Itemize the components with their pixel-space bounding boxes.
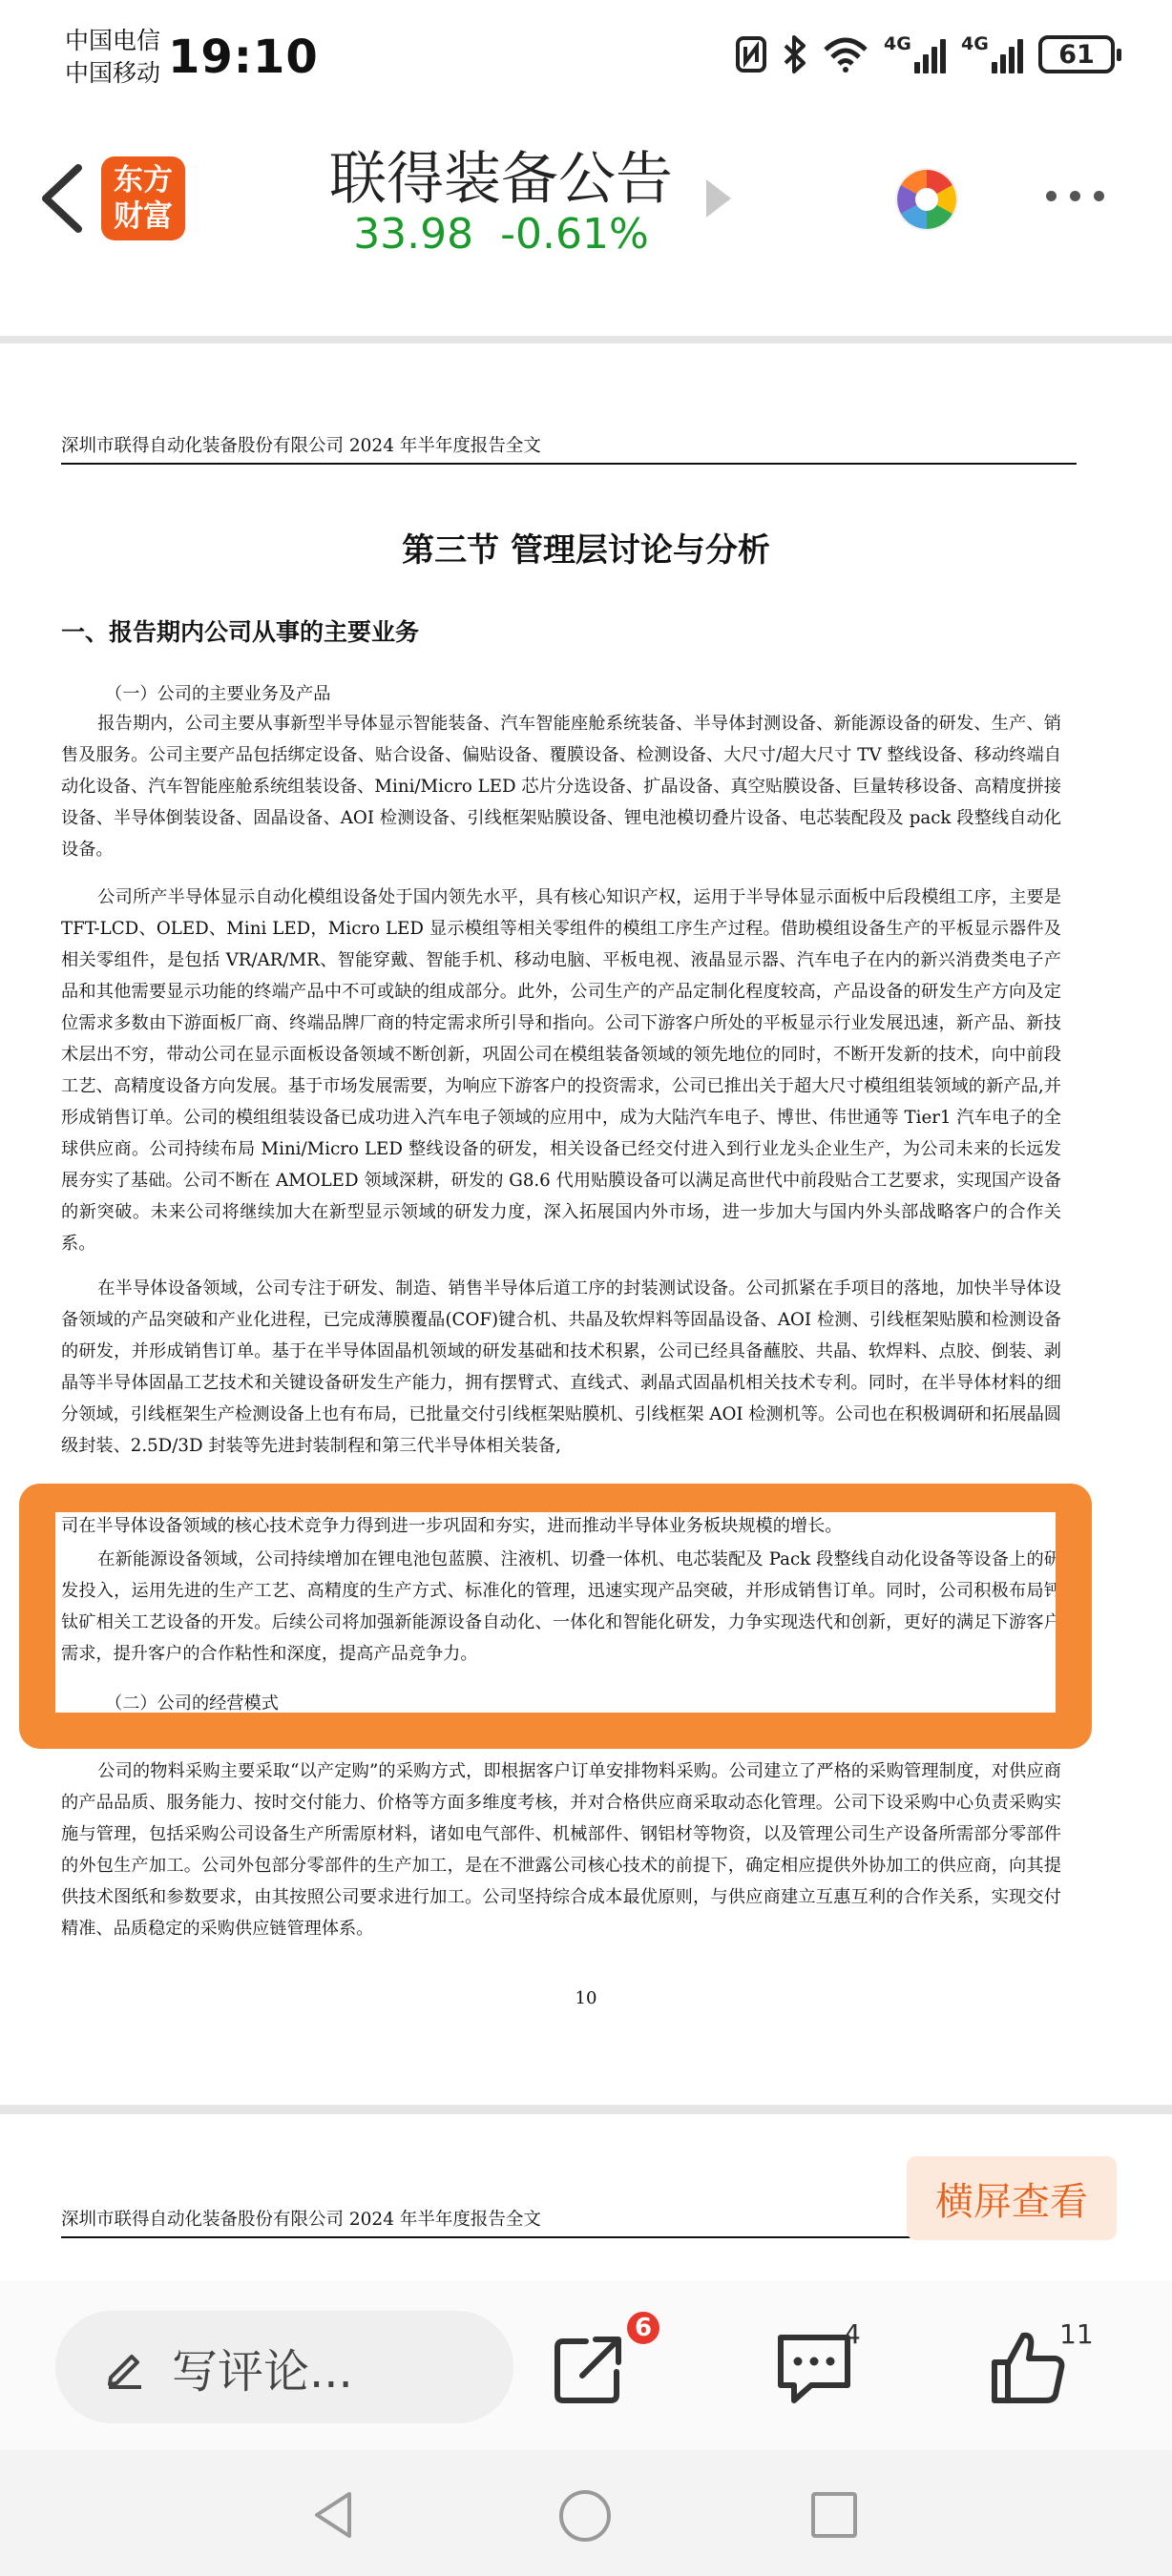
status-icons <box>735 34 1115 74</box>
more-icon[interactable] <box>1046 191 1104 201</box>
wifi-icon <box>823 36 869 73</box>
next-page-running-header: 深圳市联得自动化装备股份有限公司 2024 年半年度报告全文 <box>61 2206 1077 2238</box>
stock-quote <box>277 210 725 259</box>
paragraph-semiconductor: 在半导体设备领域，公司专注于研发、制造、销售半导体后道工序的封装测试设备。公司抓紧在手项目的落地，加快半导体设备领域的产品突破和产业化进程，已完成薄膜覆晶(COF)键合机、共晶及软焊料等固晶设备、AOI 检测、引线框架贴膜和检测设备的研发，并形成销售订单。基于在半导体固晶机领域的研发基础和技术积累，公司已经具备蘸胶、共晶、软焊料、点胶、倒装、剥晶等半导体固晶工艺技术和关键设备研发生产能力，拥有摆臂式、直线式、剥晶式固晶机相关技术专利。同时，在半导体材料的细分领域，引线框架生产检测设备上也有布局，已批量交付引线框架贴膜机、引线框架 AOI 检测机等。公司也在积极调研和拓展晶圆级封装、2.5D/3D 封装等先进封装制程和第三代半导体相关装备, <box>61 1278 1061 1456</box>
subheading-business-model: （二）公司的经营模式 <box>105 1693 279 1714</box>
aperture-icon[interactable] <box>893 166 960 233</box>
signal-1 <box>884 35 946 73</box>
signal-2 <box>961 35 1023 73</box>
system-nav-bar <box>0 2450 1172 2576</box>
heading-main-business: 一、报告期内公司从事的主要业务 <box>61 618 420 646</box>
back-icon[interactable] <box>29 160 95 237</box>
status-bar <box>0 0 1172 114</box>
play-icon[interactable] <box>706 179 731 218</box>
nav-recents-icon[interactable] <box>809 2490 859 2540</box>
paragraph-semiconductor-cont: 司在半导体设备领域的核心技术竞争力得到进一步巩固和夯实，进而推动半导体业务板块规模的增长。 <box>61 1516 843 1536</box>
page-title: 联得装备公告 <box>329 146 673 213</box>
bluetooth-icon <box>783 34 807 74</box>
comment-placeholder: 写评论... <box>172 2344 353 2399</box>
paragraph-display: 公司所产半导体显示自动化模组设备处于国内领先水平，具有核心知识产权，运用于半导体显示面板中后段模组工序，主要是 TFT-LCD、OLED、Mini LED，Micro LED 显示模组等相关零组件的模组工序生产过程。借助模组设备生产的平板显示器件及相关零组件，是包括 VR/AR/MR、智能穿戴、智能手机、移动电脑、平板电视、液晶显示器、汽车电子在内的新兴消费类电子产品和其他需要显示功能的终端产品中不可或缺的组成部分。此外，公司生产的产品定制化程度较高，产品设备的研发生产方向及定位需求多数由下游面板厂商、终端品牌厂商的特定需求所引导和指向。公司下游客户所处的平板显示行业发展迅速，新产品、新技术层出不穷，带动公司在显示面板设备领域不断创新，巩固公司在模组装备领域的领先地位的同时，不断开发新的技术，向中前段工艺、高精度设备方向发展。基于市场发展需要，为响应下游客户的投资需求，公司已推出关于超大尺寸模组组装领域的新产品,并形成销售订单。公司的模组组装设备已成功进入汽车电子领域的应用中，成为大陆汽车电子、博世、伟世通等 Tier1 汽车电子的全球供应商。公司持续布局 Mini/Micro LED 整线设备的研发，相关设备已经交付进入到行业龙头企业生产，为公司未来的长远发展夯实了基础。公司不断在 AMOLED 领域深耕，研发的 G8.6 代用贴膜设备可以满足高世代中前段贴合工艺要求，实现国产设备的新突破。未来公司将继续加大在新型显示领域的研发力度，深入拓展国内外市场，进一步加大与国内外头部战略客户的合作关系。 <box>61 887 1061 1254</box>
share-icon[interactable] <box>548 2324 634 2410</box>
bottom-action-bar <box>0 2280 1172 2450</box>
clock: 19:10 <box>168 31 319 84</box>
carrier-1: 中国电信 <box>65 27 161 54</box>
app-logo[interactable]: 东方 财富 <box>101 156 185 240</box>
page-divider <box>0 336 1172 343</box>
battery-indicator: 61 <box>1038 35 1115 73</box>
subheading-products: （一）公司的主要业务及产品 <box>105 684 331 704</box>
network-type-1: 4G <box>884 33 911 54</box>
comment-input[interactable] <box>55 2311 513 2423</box>
section-title: 第三节 管理层讨论与分析 <box>402 531 770 570</box>
pencil-icon <box>103 2345 147 2389</box>
running-header: 深圳市联得自动化装备股份有限公司 2024 年半年度报告全文 <box>61 432 1077 465</box>
nfc-icon <box>735 35 767 73</box>
paragraph-new-energy: 在新能源设备领域，公司持续增加在锂电池包蓝膜、注液机、切叠一体机、电芯装配及 Pack 段整线自动化设备等设备上的研发投入，运用先进的生产工艺、高精度的生产方式、标准化的管理，迅速实现产品突破，并形成销售订单。同时，公司积极布局钙钛矿相关工艺设备的开发。后续公司将加强新能源设备自动化、一体化和智能化研发，力争实现迭代和创新，更好的满足下游客户需求，提升客户的合作粘性和深度，提高产品竞争力。 <box>61 1549 1061 1664</box>
highlight-box <box>19 1484 1092 1749</box>
paragraph-overview: 报告期内，公司主要从事新型半导体显示智能装备、汽车智能座舱系统装备、半导体封测设备、新能源设备的研发、生产、销售及服务。公司主要产品包括绑定设备、贴合设备、偏贴设备、覆膜设备、检测设备、大尺寸/超大尺寸 TV 整线设备、移动终端自动化设备、汽车智能座舱系统组装设备、Mini/Micro LED 芯片分选设备、扩晶设备、真空贴膜设备、巨量转移设备、高精度拼接设备、半导体倒装设备、固晶设备、AOI 检测设备、引线框架贴膜设备、锂电池模切叠片设备、电芯装配段及 pack 段整线自动化设备。 <box>61 714 1061 860</box>
app-header <box>0 114 1172 286</box>
stock-change: -0.61% <box>500 210 649 259</box>
comment-count: 4 <box>844 2318 861 2350</box>
share-badge: 6 <box>624 2309 662 2347</box>
page-number: 10 <box>575 1988 597 2008</box>
page-divider <box>0 2105 1172 2114</box>
stock-price: 33.98 <box>353 210 474 259</box>
like-count: 11 <box>1059 2318 1094 2350</box>
carrier-2: 中国移动 <box>65 59 161 87</box>
landscape-view-button[interactable]: 横屏查看 <box>907 2156 1117 2240</box>
nav-back-icon[interactable] <box>307 2488 361 2542</box>
nav-home-icon[interactable] <box>557 2488 613 2544</box>
paragraph-procurement: 公司的物料采购主要采取“以产定购”的采购方式，即根据客户订单安排物料采购。公司建立了严格的采购管理制度，对供应商的产品品质、服务能力、按时交付能力、价格等方面多维度考核，并对合格供应商采取动态化管理。公司下设采购中心负责采购实施与管理，包括采购公司设备生产所需原材料，诸如电气部件、机械部件、钢铝材等物资，以及管理公司生产设备所需部分零部件的外包生产加工。公司外包部分零部件的生产加工，是在不泄露公司核心技术的前提下，确定相应提供外协加工的供应商，向其提供技术图纸和参数要求，由其按照公司要求进行加工。公司坚持综合成本最优原则，与供应商建立互惠互利的合作关系，实现交付精准、品质稳定的采购供应链管理体系。 <box>61 1761 1061 1939</box>
network-type-2: 4G <box>961 33 989 54</box>
carrier-labels <box>65 25 160 90</box>
